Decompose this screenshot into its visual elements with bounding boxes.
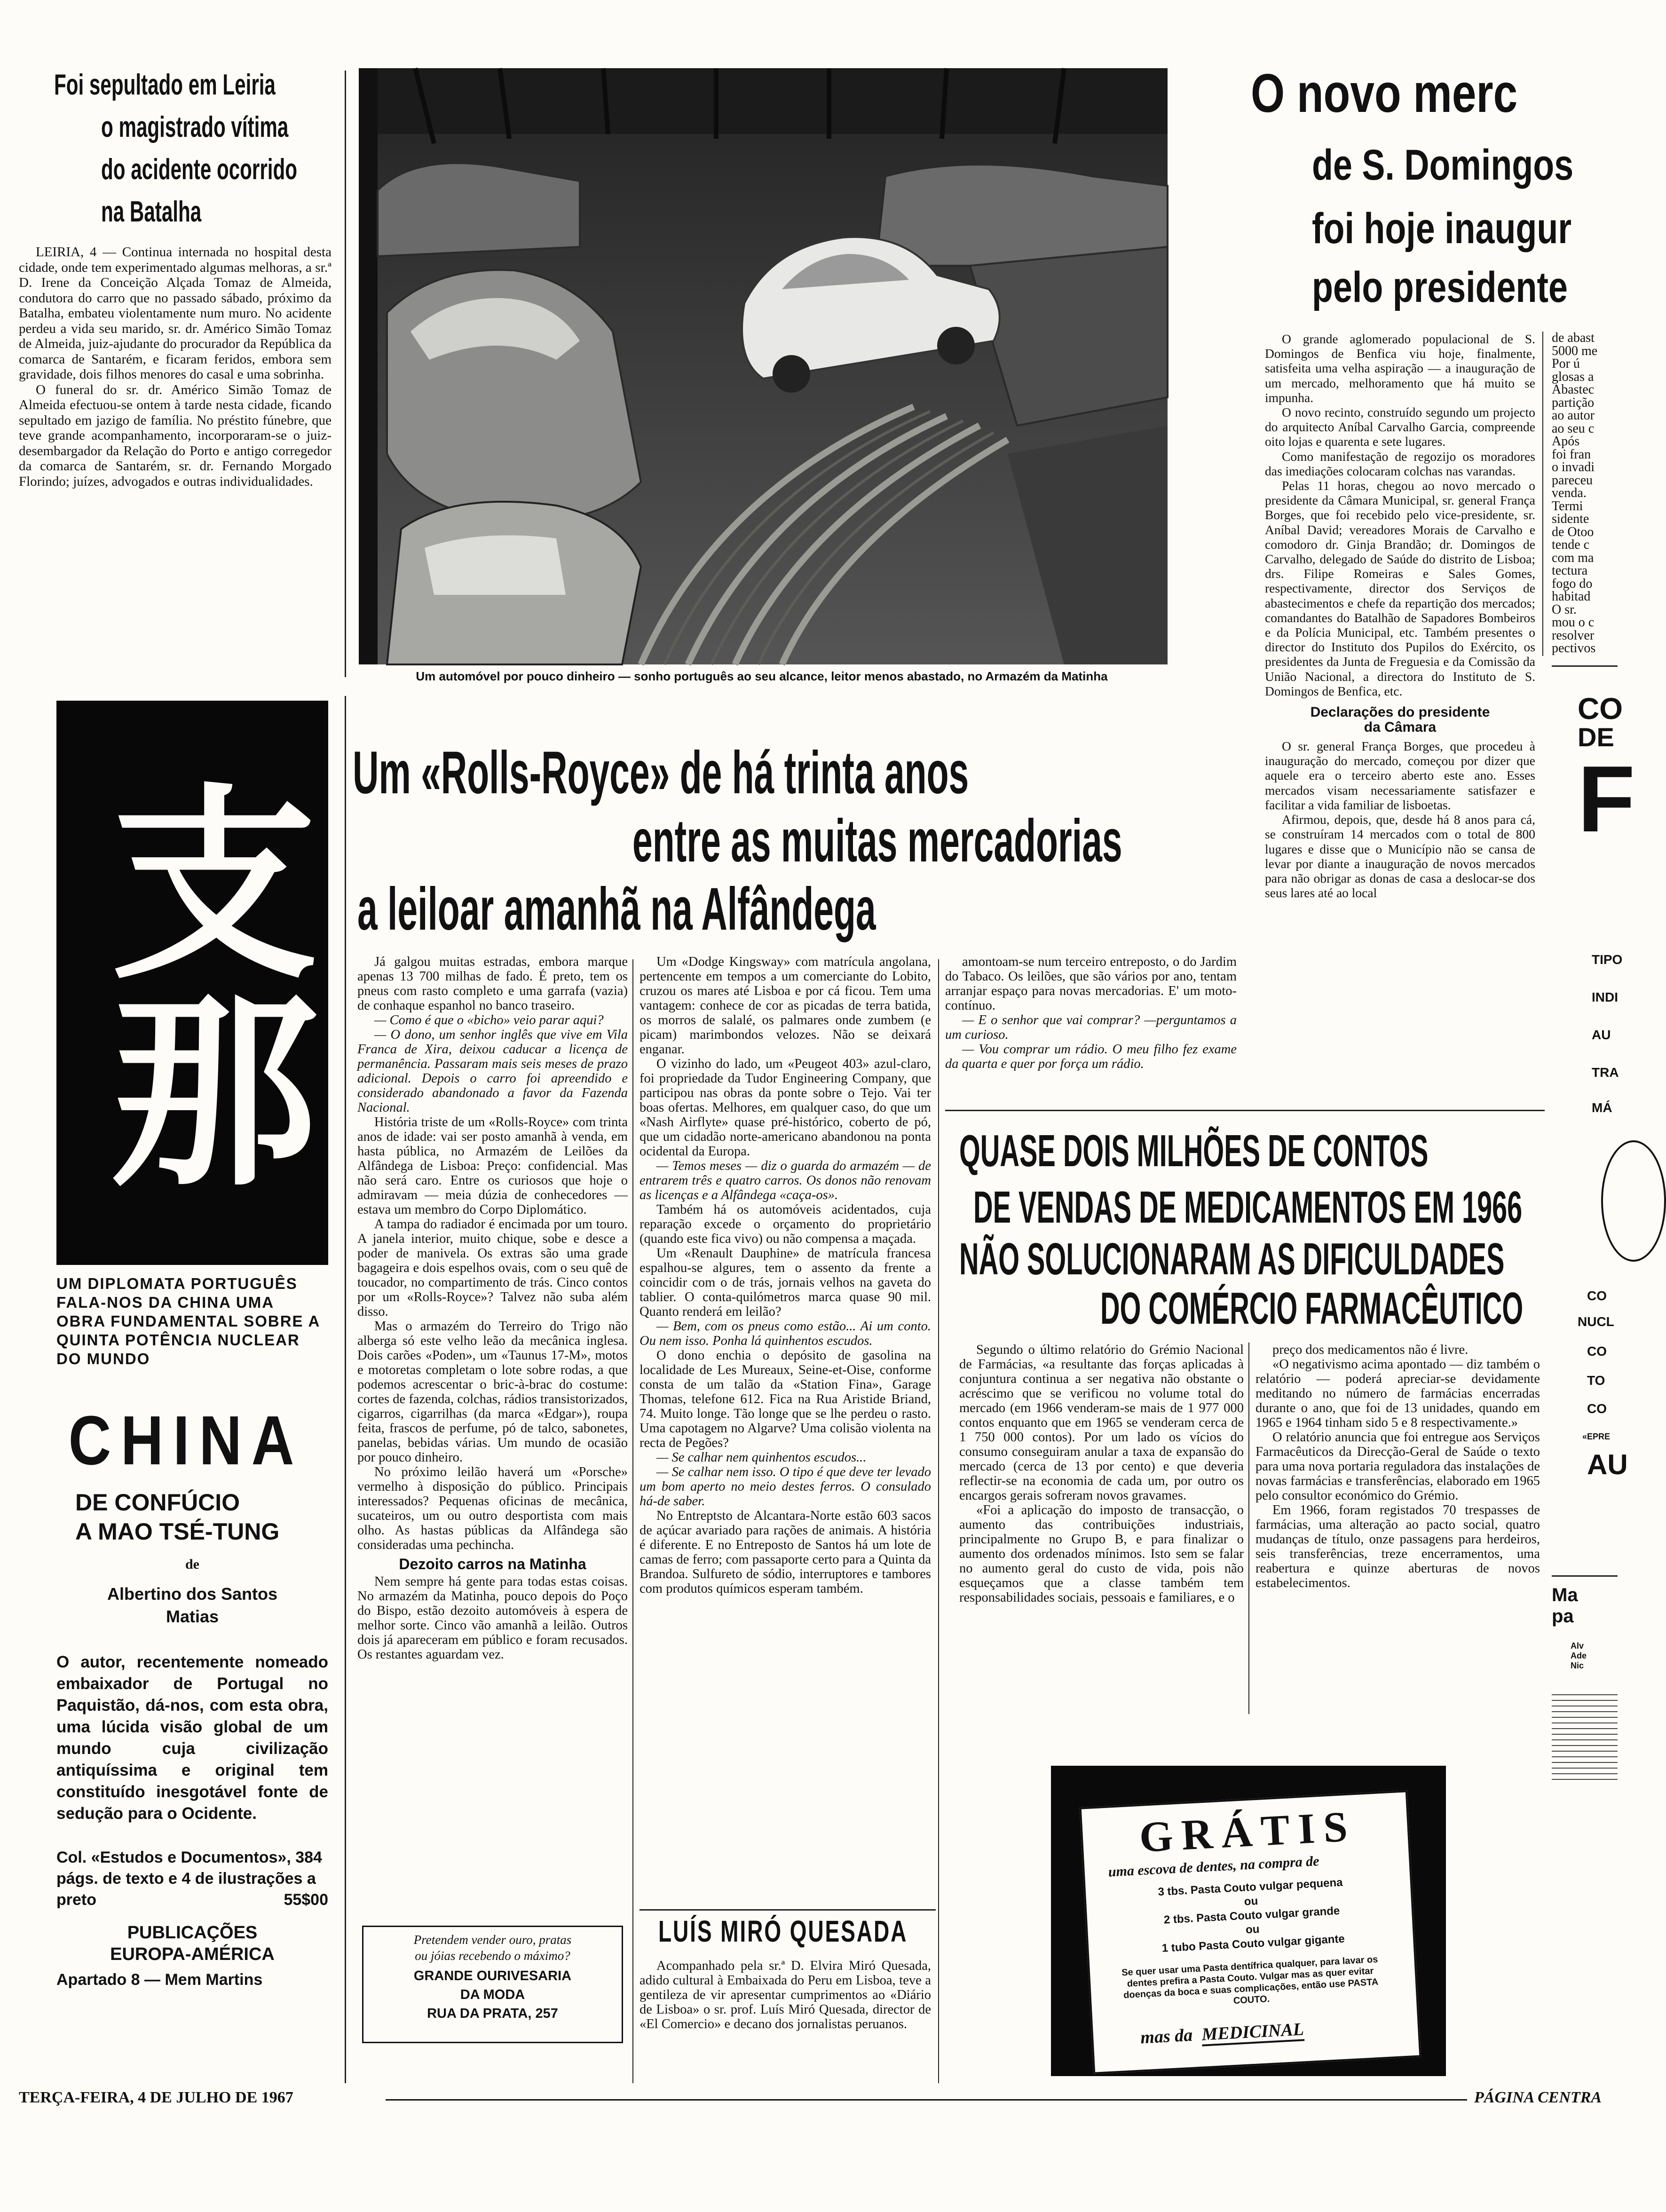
- column-rule: [1248, 1343, 1249, 1714]
- publisher-line: PUBLICAÇÕES: [127, 1923, 258, 1943]
- medicamentos-headline-3: NÃO SOLUCIONARAM AS DIFICULDADES: [959, 1234, 1505, 1284]
- mercado-col2-line: venda.: [1552, 486, 1587, 500]
- offer-line: ou: [1244, 1895, 1258, 1908]
- mercado-col2-line: tende c: [1552, 537, 1590, 552]
- leiria-body: [19, 245, 332, 663]
- mercado-col2-line: pareceu: [1552, 473, 1593, 488]
- rolls-paragraph: amontoam-se num terceiro entreposto, o do Jardim do Tabaco. Os leilões, que são vários por ano, tentam arranjar espaço para novas mercadorias. E' um moto-contínuo.: [945, 955, 1237, 1013]
- rolls-paragraph: Um «Dodge Kingsway» com matrícula angolana, pertencente em tempos a um comerciante do Lobito, cruzou os mares até Lisboa e por cá ficou. Tem uma vantagem: conhece de cor as picadas de terra batida, os morros de salalé, os palmares onde zumbem (e picam) marimbondos velozes. Não se deixará enganar.: [640, 955, 931, 1057]
- right-ad-line: NUCL: [1578, 1314, 1614, 1329]
- section-rule: [640, 1909, 936, 1911]
- mercado-col2-line: Termi: [1552, 498, 1583, 514]
- mercado-col2-line: fogo do: [1552, 576, 1593, 591]
- mercado-paragraph: O grande aglomerado populacional de S. Domingos de Benfica viu hoje, finalmente, satisfeita uma velha aspiração — a inauguração de um mercado, melhoramento que há muito se impunha.: [1265, 332, 1535, 405]
- gratis-brand: [1140, 2019, 1304, 2048]
- gratis-subtitle: uma escova de dentes, na compra de: [1108, 1853, 1320, 1880]
- rolls-paragraph: O vizinho do lado, um «Peugeot 403» azul-claro, foi propriedade da Tudor Engineering Company, que participou nas obras da ponte sobre o Tejo. Vai ter boas ofertas. Melhores, em qualquer caso, do que um «Nash Airflyte» quase pré-histórico, coberto de pó, que um cidadão norte-americano abandonou na ponta ocidental da Europa.: [640, 1057, 931, 1159]
- mercado-col2-line: Por ú: [1552, 356, 1580, 371]
- quesada-headline: LUÍS MIRÓ QUESADA: [658, 1914, 908, 1948]
- section-rule: [1552, 1575, 1618, 1577]
- rolls-headline-1: Um «Rolls-Royce» de há trinta anos: [353, 739, 969, 806]
- publisher-line: EUROPA-AMÉRICA: [110, 1944, 275, 1964]
- medicamentos-paragraph: O relatório anuncia que foi entregue aos Serviços Farmacêuticos da Direcção-Geral de Saúde o texto para uma nova portaria reguladora das instalações de novas farmácias e transferências, elaborado em 1965 pelo consultor económico do Grémio.: [1255, 1430, 1540, 1503]
- medicamentos-paragraph: «Foi a aplicação do imposto de transacção, o aumento das contribuições industriais, principalmente no Grupo B, e para finalizar o aumento dos ordenados mínimos. Isto sem se falar no aumento geral do custo de vida, pois não esqueçamos que a classe também tem responsabilidades sociais, pessoais e familiares, e o: [959, 1503, 1244, 1605]
- right-ad-line: «EPRE: [1582, 1432, 1611, 1441]
- right-ad-line: CO: [1578, 692, 1623, 726]
- rolls-paragraph: Mas o armazém do Terreiro do Trigo não alberga só este velho leão da mecânica inglesa. Dois carões «Poden», um «Taunus 17-M», motos e motoretas completam o lote sobre rodas, a que podemos acrescentar o bric-à-brac do costume: cortes de fazenda, colchas, rádios transistorizados, cigarros, cigarrilhas (da marca «Edgar»), roupa feita, frascos de perfume, pó de talco, sabonetes, panelas, bebidas várias. Um mundo de ocasião por pouco dinheiro.: [357, 1319, 628, 1465]
- offer-line: 2 tbs. Pasta Couto vulgar grande: [1163, 1904, 1340, 1927]
- right-ad-line: CO: [1587, 1401, 1607, 1416]
- right-ad-line: Ma: [1552, 1585, 1578, 1605]
- mercado-column-2: [1552, 332, 1618, 661]
- right-ad-circle: [1601, 1140, 1666, 1262]
- gratis-offer: [1128, 1874, 1376, 1957]
- ad-line: ou jóias recebendo o máximo?: [415, 1949, 570, 1963]
- medicamentos-column-1: [959, 1343, 1244, 1766]
- mercado-col2-line: tectura: [1552, 563, 1588, 578]
- gratis-card: [1080, 1790, 1421, 2074]
- ad-line: Pretendem vender ouro, pratas: [413, 1933, 572, 1947]
- section-rule: [1552, 665, 1618, 667]
- china-ad-blurb: O autor, recentemente nomeado embaixador de Portugal no Paquistão, dá-nos, com esta obra, uma lúcida visão global de um mundo cuja civilização antiquíssima e original tem constituído inesgotável fonte de sedução para o Ocidente.: [56, 1653, 328, 1823]
- rolls-paragraph: Também há os automóveis acidentados, cuja reparação excede o orçamento do proprietário (quando este fica vivo) ou não compensa a maçada.: [640, 1202, 931, 1246]
- car-warehouse-photo: [359, 68, 1168, 664]
- mercado-col2-line: o invadi: [1552, 460, 1595, 474]
- rolls-paragraph: — Como é que o «bicho» veio parar aqui?: [374, 1013, 604, 1027]
- medicamentos-headline-4: DO COMÉRCIO FARMACÊUTICO: [1100, 1283, 1524, 1334]
- ourivesaria-ad: [362, 1926, 623, 2043]
- rolls-paragraph: O dono enchia o depósito de gasolina na localidade de Les Mureaux, Seine-et-Oise, conforme consta de um talão da «Station Fina», Garage Thomas, telefone 612. Fica na Rua Aristide Briand, 74. Muito longe. Tão longe que se lhe perdeu o rasto. Uma capotagem no Algarve? Uma colisão violenta na recta de Pegões?: [640, 1348, 931, 1450]
- mercado-headline-1: O novo merc: [1251, 63, 1518, 124]
- mercado-col2-line: sidente: [1552, 512, 1589, 526]
- column-rule: [1542, 332, 1543, 656]
- rolls-subhead: Dezoito carros na Matinha: [399, 1556, 586, 1572]
- subhead-line: Declarações do presidente: [1310, 704, 1490, 720]
- china-ad-subtitle: [56, 1488, 328, 1546]
- brand-prefix: mas da: [1140, 2025, 1193, 2048]
- mercado-col2-line: ao autor: [1552, 408, 1595, 423]
- medicamentos-paragraph: preço dos medicamentos não é livre.: [1272, 1343, 1469, 1357]
- gratis-toothpaste-ad: [1051, 1766, 1446, 2076]
- medicamentos-column-2: [1255, 1343, 1540, 1714]
- mercado-col2-line: partição: [1552, 395, 1595, 410]
- offer-line: 1 tubo Pasta Couto vulgar gigante: [1161, 1932, 1345, 1955]
- footer-rule: [386, 2099, 1467, 2101]
- mercado-column-1: [1265, 332, 1535, 901]
- right-ad-line: DE: [1578, 722, 1614, 752]
- mercado-col2-line: mou o c: [1552, 615, 1595, 630]
- china-ad-collection: [56, 1847, 328, 1911]
- rolls-paragraph: Nem sempre há gente para todas estas coisas. No armazém da Matinha, pouco depois do Poço do Bispo, estão dezoito automóveis à espera de melhor sorte. Cinco vão amanhã a leilão. Outros dois já apareceram em público e foram recusados. Os restantes aguardam vez.: [357, 1574, 628, 1662]
- mercado-paragraph: O sr. general França Borges, que procedeu à inauguração do mercado, começou por dizer que aquele era o terceiro aberto este ano. Esses mercados visam necessariamente satisfazer e facilitar a vida familiar de lisboetas.: [1265, 739, 1535, 812]
- ad-line: GRANDE OURIVESARIA: [413, 1968, 572, 1983]
- mercado-paragraph: Como manifestação de regozijo os moradores das imediações colocaram colchas nas varandas.: [1265, 449, 1535, 478]
- right-ad-line: MÁ: [1592, 1100, 1612, 1115]
- rolls-paragraph: — Vou comprar um rádio. O meu filho fez exame da quarta e quer por força um rádio.: [945, 1042, 1237, 1071]
- mercado-headline-2: de S. Domingos: [1312, 141, 1574, 189]
- brand-name: MEDICINAL: [1201, 2019, 1305, 2046]
- right-edge-ad-lower: [1552, 1585, 1618, 1801]
- mercado-headline-4: pelo presidente: [1312, 263, 1568, 311]
- quesada-paragraph: Acompanhado pela sr.ª D. Elvira Miró Quesada, adido cultural à Embaixada do Peru em Lisboa, teve a gentileza de vir apresentar cumprimentos ao «Diário de Lisboa» o sr. prof. Luís Miró Quesada, director de «El Comercio» e decano dos jornalistas peruanos.: [640, 1959, 931, 2031]
- column-rule: [938, 959, 939, 2083]
- subtitle-line: A MAO TSÉ-TUNG: [75, 1518, 280, 1545]
- mercado-subhead: [1265, 705, 1535, 735]
- photo-caption: Um automóvel por pouco dinheiro — sonho português ao seu alcance, leitor menos abastado, no Armazém da Matinha: [416, 669, 1108, 683]
- gratis-title: GRÁTIS: [1138, 1802, 1357, 1861]
- rolls-paragraph: — Temos meses — diz o guarda do armazém — de entrarem três e quatro carros. Os donos não renovam as licenças e a Alfândega «caça-os».: [640, 1159, 931, 1202]
- right-ad-line: F: [1578, 747, 1635, 852]
- gratis-small-print: Se quer usar uma Pasta dentífrica qualquer, para lavar os dentes prefira a Pasta Couto. Vulgar mas as quer evitar doenças da boca e suas complicações, então use PASTA COUTO.: [1121, 1954, 1379, 2007]
- china-ad-intro: UM DIPLOMATA PORTUGUÊS FALA-NOS DA CHINA UMA OBRA FUNDAMENTAL SOBRE A QUINTA POTÊNCIA NUCLEAR DO MUNDO: [56, 1275, 320, 1367]
- rolls-paragraph: Já galgou muitas estradas, embora marque apenas 13 700 milhas de fado. É preto, tem os pneus com rasto completo e uma garrafa (vazia) de conhaque espanhol no banco traseiro.: [357, 955, 628, 1013]
- right-ad-line: pa: [1552, 1606, 1574, 1627]
- right-ad-line: AU: [1587, 1449, 1628, 1480]
- rolls-paragraph: A tampa do radiador é encimada por um touro. A janela interior, muito chique, sobe e desce a poder de manivela. Os extras são uma grade bagageira e dois espelhos ovais, com o seu quê de toucador, no compartimento de trás. Cinco contos por um «Rolls-Royce»? Talvez não suba além disso.: [357, 1217, 628, 1319]
- footer-page: PÁGINA CENTRA: [1474, 2089, 1602, 2106]
- rolls-paragraph: Um «Renault Dauphine» de matrícula francesa espalhou-se algures, tem o assento da frente a coincidir com o de trás, jornais velhos na gaveta do tablier. O conta-quilómetros marca quase 90 mil. Quanto renderá em leilão?: [640, 1246, 931, 1319]
- right-ad-line: CO: [1587, 1344, 1607, 1359]
- leiria-headline-2: o magistrado vítima: [101, 111, 289, 143]
- china-calligraphy: 支那: [76, 776, 317, 1190]
- china-ad-text: [56, 1274, 328, 2083]
- rolls-paragraph: — Bem, com os pneus como estão... Ai um conto. Ou nem isso. Ponha lá quinhentos escudos.: [640, 1319, 931, 1348]
- rolls-column-1: [357, 955, 628, 2083]
- rolls-paragraph: História triste de um «Rolls-Royce» com trinta anos de idade: vai ser posto amanhã à venda, em hasta pública, no Armazém de Leilões da Alfândega de Lisboa: Preço: confidencial. Mas não será caro. Entre os curiosos que hoje o admiravam — meia dúzia de conhecedores — estava um membro do Corpo Diplomático.: [357, 1115, 628, 1217]
- right-edge-ad: [1578, 691, 1635, 1575]
- mercado-headline-3: foi hoje inaugur: [1312, 205, 1571, 253]
- china-ad-de: de: [185, 1556, 199, 1572]
- china-ad-publisher: [56, 1922, 328, 1965]
- footer: [19, 2089, 1618, 2112]
- medicamentos-paragraph: Em 1966, foram registados 70 trespasses de farmácias, uma alteração ao pacto social, quatro mudanças de título, onze passagens para herdeiros, seis transferências, treze encerramentos, uma reabertura e quinze aberturas de novos estabelecimentos.: [1255, 1503, 1540, 1590]
- mercado-col2-line: habitad: [1552, 589, 1591, 604]
- rolls-column-2: [640, 955, 931, 1902]
- leiria-paragraph: LEIRIA, 4 — Continua internada no hospital desta cidade, onde tem experimentado algumas melhoras, a sr.ª D. Irene da Conceição Alçada Tomaz de Almeida, condutora do carro que no passado sábado, próximo da Batalha, embateu violentamente num muro. No acidente perdeu a vida seu marido, sr. dr. Américo Simão Tomaz de Almeida, juiz-ajudante do procurador da República da comarca de Santarém, e ficaram feridos, embora sem gravidade, dois filhos menores do casal e uma sobrinha.: [19, 245, 332, 382]
- column-rule: [632, 959, 633, 2083]
- mercado-col2-line: pectivos: [1552, 641, 1596, 656]
- leiria-paragraph: O funeral do sr. dr. Américo Simão Tomaz de Almeida efectuou-se ontem à tarde nesta cidade, ficando sepultado em jazigo de família. No préstito fúnebre, que teve grande acompanhamento, incorporaram-se o juiz-desembargador da Relação do Porto e antigo corregedor da comarca de Santarém, sr. dr. Fernando Morgado Florindo; juízes, advogados e outras individualidades.: [19, 382, 332, 489]
- mercado-paragraph: Afirmou, depois, que, desde há 8 anos para cá, se construíram 14 mercados com o total de 800 lugares e disse que o Município não se cansa de levar por diante a inauguração de novos mercados para não obrigar as donas de casa a deslocar-se dos seus lares até ao local: [1265, 812, 1535, 901]
- rolls-headline-3: a leiloar amanhã na Alfândega: [357, 876, 876, 943]
- rolls-paragraph: — O dono, um senhor inglês que vive em Vila Franca de Xira, deixou caducar a licença de permanência. Passaram mais seis meses de prazo adicional. Depois o carro foi apreendido e considerado abandonado a favor da Fazenda Nacional.: [357, 1027, 628, 1115]
- china-ad-address: Apartado 8 — Mem Martins: [56, 1971, 263, 1989]
- rolls-paragraph: — Se calhar nem isso. O tipo é que deve ter levado um bom aperto no meio destes ferros. O consulado há-de saber.: [640, 1465, 931, 1509]
- mercado-col2-line: de Otoo: [1552, 524, 1594, 539]
- section-rule: [945, 1110, 1545, 1111]
- mercado-paragraph: O novo recinto, construído segundo um projecto do arquitecto Aníbal Carvalho Garcia, compreende oito lojas e quarenta e sete lugares.: [1265, 405, 1535, 449]
- rolls-paragraph: — Se calhar nem quinhentos escudos...: [656, 1450, 867, 1465]
- mercado-col2-line: ao seu c: [1552, 421, 1595, 436]
- right-ad-line: TRA: [1592, 1065, 1619, 1080]
- price: 55$00: [284, 1891, 328, 1909]
- photo-illustration: [359, 68, 1168, 664]
- subtitle-line: DE CONFÚCIO: [75, 1489, 240, 1516]
- leiria-headline-1: Foi sepultado em Leiria: [54, 69, 276, 101]
- mercado-col2-line: O sr.: [1552, 602, 1577, 617]
- mercado-col2-line: resolver: [1552, 628, 1595, 643]
- leiria-headline-3: do acidente ocorrido: [101, 153, 297, 186]
- mercado-col2-line: glosas a: [1552, 369, 1594, 384]
- right-ad-fineprint: [1552, 1690, 1618, 1784]
- mercado-col2-line: de abast: [1552, 331, 1595, 345]
- leiria-headline-4: na Batalha: [101, 196, 202, 228]
- mercado-col2-line: Abastec: [1552, 382, 1595, 397]
- medicamentos-paragraph: Segundo o último relatório do Grémio Nacional de Farmácias, «a resultante das forças aplicadas à conjuntura continua a ser negativa não obstante o acréscimo que se verificou no volume total do mercado (em 1966 venderam-se mais de 1 977 000 contos enquanto que em 1965 se venderam cerca de 1 750 000 contos). Por um lado os vícios do consumo conseguiram anular a taxa de expansão do mercado (cerca de 13 por cento) e que deveria reflectir-se na economia de cada um, por outro os encargos gerais sofreram novos gravames.: [959, 1343, 1244, 1503]
- right-ad-line: TO: [1587, 1373, 1605, 1388]
- footer-date: TERÇA-FEIRA, 4 DE JULHO DE 1967: [19, 2089, 293, 2106]
- right-ad-line: AU: [1592, 1027, 1611, 1042]
- rolls-headline-2: entre as muitas mercadorias: [632, 807, 1122, 875]
- medicamentos-headline-2: DE VENDAS DE MEDICAMENTOS EM 1966: [973, 1182, 1523, 1232]
- medicamentos-headline-1: QUASE DOIS MILHÕES DE CONTOS: [959, 1126, 1429, 1176]
- offer-line: ou: [1245, 1922, 1260, 1936]
- right-ad-line: CO: [1587, 1288, 1607, 1303]
- column-rule: [345, 71, 346, 677]
- rolls-paragraph: — E o senhor que vai comprar? —perguntamos a um curioso.: [945, 1013, 1237, 1042]
- quesada-body: [640, 1959, 931, 2086]
- medicamentos-paragraph: «O negativismo acima apontado — diz também o relatório — poderá apreciar-se devidamente meditando no número de farmácias encerradas durante o ano, que foi de 13 unidades, quando em 1965 e 1964 tinham sido 5 e 8 respectivamente.»: [1255, 1357, 1540, 1430]
- rolls-paragraph: No Entreptsto de Alcantara-Norte estão 603 sacos de açúcar avariado para rações de animais. A história é diferente. E no Entreposto de Santos há um lote de camas de ferro; com passaporte certo para a Quinta da Brandoa. Sulfureto de sódio, interruptores e tambores com produtos químicos esperam também.: [640, 1509, 931, 1596]
- ad-line: DA MODA: [460, 1987, 525, 2002]
- collection-info: Col. «Estudos e Documentos», 384 págs. de texto e 4 de ilustrações a preto: [56, 1849, 322, 1909]
- column-rule: [345, 696, 346, 2083]
- mercado-col2-line: 5000 me: [1552, 343, 1598, 358]
- china-book-ad: [56, 701, 328, 1265]
- mercado-col2-line: foi fran: [1552, 447, 1591, 462]
- china-ad-author: Albertino dos Santos Matias: [107, 1584, 278, 1626]
- ad-line: RUA DA PRATA, 257: [427, 2006, 558, 2021]
- china-ad-title: CHINA: [68, 1402, 304, 1479]
- mercado-col2-line: com ma: [1552, 550, 1594, 565]
- right-ad-line: Nic: [1571, 1661, 1584, 1670]
- mercado-col2-line: Após: [1552, 434, 1580, 449]
- offer-line: 3 tbs. Pasta Couto vulgar pequena: [1157, 1876, 1343, 1899]
- subhead-line: da Câmara: [1364, 719, 1437, 735]
- rolls-column-3: [945, 955, 1237, 1098]
- right-ad-line: TIPO: [1592, 952, 1623, 967]
- rolls-paragraph: No próximo leilão haverá um «Porsche» vermelho à disposição do público. Principais interessados? Pequenas oficinas de mecânica, sucateiros, um ou outro desportista com mais olho. As hastas públicas da Alfândega são consideradas uma pechincha.: [357, 1465, 628, 1552]
- right-ad-line: INDI: [1592, 990, 1618, 1004]
- leiria-article: [19, 71, 332, 663]
- right-ad-line: Alv: [1571, 1641, 1584, 1651]
- mercado-paragraph: Pelas 11 horas, chegou ao novo mercado o presidente da Câmara Municipal, sr. general França Borges, que foi recebido pelo vice-presidente, sr. Aníbal David; vereadores Morais de Carvalho e comodoro dr. Ginja Brandão; dr. Domingos de Carvalho, delegado de Saúde do distrito de Lisboa; drs. Filipe Romeiras e Sales Gomes, respectivamente, director dos Serviços de abastecimentos e chefe da repartição dos mercados; comandantes do Batalhão de Sapadores Bombeiros e da Polícia Municipal, etc. Também presentes o director do Instituto dos Pupilos do Exército, os presidentes da Junta de Freguesia e da Comissão da União Nacional, a directora do Instituto de S. Domingos de Benfica, etc.: [1265, 478, 1535, 698]
- right-ad-line: Ade: [1571, 1651, 1587, 1660]
